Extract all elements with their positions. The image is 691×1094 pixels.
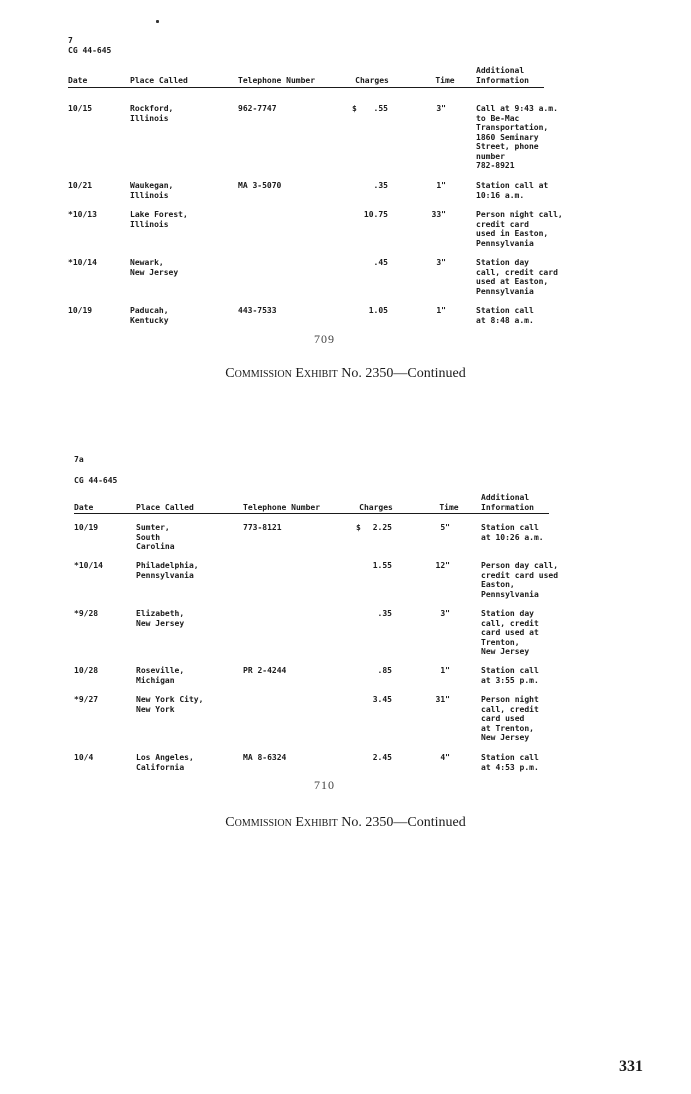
date-cell: *10/14	[68, 258, 97, 267]
time-cell: 3"	[440, 609, 450, 618]
date-cell: *9/27	[74, 695, 99, 704]
time-cell: 33"	[431, 210, 446, 219]
info-cell: Person night call, credit card used in Easton, Pennsylvania	[476, 210, 563, 248]
page-label: 7a	[74, 455, 84, 464]
place-cell: Philadelphia, Pennsylvania	[136, 561, 199, 580]
col-date-header: Date	[74, 503, 94, 512]
caption-exhibit-label: Commission Exhibit	[225, 366, 338, 381]
time-cell: 3"	[436, 104, 446, 113]
info-cell: Call at 9:43 a.m. to Be-Mac Transportation, 1860 Seminary Street, phone number 782-8921	[476, 104, 558, 170]
charges-cell: 10.75	[363, 210, 388, 219]
col-info-header: Additional Information	[481, 493, 534, 512]
info-cell: Person night call, credit card used at Trenton, New Jersey	[481, 695, 539, 742]
phone-cell: PR 2-4244	[243, 666, 287, 675]
date-cell: 10/15	[68, 104, 93, 113]
charge-prefix: $	[356, 523, 361, 532]
time-cell: 4"	[440, 753, 450, 762]
charges-cell: 2.45	[372, 753, 392, 762]
info-cell: Station call at 8:48 a.m.	[476, 306, 534, 325]
exhibit-caption	[0, 815, 691, 831]
exhibit-caption	[0, 366, 691, 382]
date-cell: 10/19	[74, 523, 99, 532]
col-info-header: Additional Information	[476, 66, 529, 85]
col-place-header: Place Called	[136, 503, 194, 512]
place-cell: Rockford, Illinois	[130, 104, 174, 123]
place-cell: Roseville, Michigan	[136, 666, 185, 685]
charges-cell: .85	[377, 666, 392, 675]
col-charges-header: Charges	[355, 76, 389, 85]
charges-cell: 1.05	[368, 306, 388, 315]
place-cell: Newark, New Jersey	[130, 258, 179, 277]
date-cell: 10/19	[68, 306, 93, 315]
phone-cell: 773-8121	[243, 523, 282, 532]
charges-cell: 3.45	[372, 695, 392, 704]
file-number: CG 44-645	[74, 476, 118, 485]
stamped-page-number: 710	[314, 778, 335, 792]
info-cell: Station day call, credit card used at Easton, Pennsylvania	[476, 258, 558, 296]
stamped-page-number: 709	[314, 332, 335, 346]
charges-cell: .35	[377, 609, 392, 618]
col-phone-header: Telephone Number	[238, 76, 316, 85]
info-cell: Person day call, credit card used Easton, Pennsylvania	[481, 561, 559, 599]
date-cell: 10/21	[68, 181, 93, 190]
page-folio: 331	[619, 1058, 643, 1075]
col-charges-header: Charges	[359, 503, 393, 512]
page-label: 7	[68, 36, 73, 45]
col-date-header: Date	[68, 76, 88, 85]
col-phone-header: Telephone Number	[243, 503, 321, 512]
info-cell: Station call at 10:26 a.m.	[481, 523, 544, 542]
caption-exhibit-number: No. 2350—Continued	[341, 366, 466, 381]
place-cell: Elizabeth, New Jersey	[136, 609, 185, 628]
header-rule	[68, 87, 544, 88]
date-cell: 10/28	[74, 666, 99, 675]
place-cell: Lake Forest, Illinois	[130, 210, 188, 229]
phone-cell: 962-7747	[238, 104, 277, 113]
col-time-header: Time	[439, 503, 459, 512]
time-cell: 1"	[436, 181, 446, 190]
charges-cell: .35	[373, 181, 388, 190]
info-cell: Station call at 3:55 p.m.	[481, 666, 539, 685]
place-cell: Paducah, Kentucky	[130, 306, 169, 325]
file-number: CG 44-645	[68, 46, 112, 55]
place-cell: Sumter, South Carolina	[136, 523, 175, 551]
scan-speck	[156, 20, 159, 23]
charge-prefix: $	[352, 104, 357, 113]
phone-cell: MA 8-6324	[243, 753, 287, 762]
info-cell: Station day call, credit card used at Trenton, New Jersey	[481, 609, 539, 656]
phone-cell: 443-7533	[238, 306, 277, 315]
caption-exhibit-label: Commission Exhibit	[225, 815, 338, 830]
charges-cell: .55	[373, 104, 388, 113]
time-cell: 12"	[435, 561, 450, 570]
place-cell: Los Angeles, California	[136, 753, 194, 772]
col-place-header: Place Called	[130, 76, 188, 85]
date-cell: *9/28	[74, 609, 99, 618]
time-cell: 1"	[440, 666, 450, 675]
charges-cell: 2.25	[372, 523, 392, 532]
info-cell: Station call at 10:16 a.m.	[476, 181, 549, 200]
time-cell: 1"	[436, 306, 446, 315]
caption-exhibit-number: No. 2350—Continued	[341, 815, 466, 830]
time-cell: 5"	[440, 523, 450, 532]
phone-cell: MA 3-5070	[238, 181, 282, 190]
place-cell: Waukegan, Illinois	[130, 181, 174, 200]
place-cell: New York City, New York	[136, 695, 204, 714]
time-cell: 3"	[436, 258, 446, 267]
date-cell: *10/13	[68, 210, 97, 219]
col-time-header: Time	[435, 76, 455, 85]
time-cell: 31"	[435, 695, 450, 704]
charges-cell: .45	[373, 258, 388, 267]
charges-cell: 1.55	[372, 561, 392, 570]
date-cell: 10/4	[74, 753, 94, 762]
date-cell: *10/14	[74, 561, 103, 570]
info-cell: Station call at 4:53 p.m.	[481, 753, 539, 772]
header-rule	[74, 513, 549, 514]
